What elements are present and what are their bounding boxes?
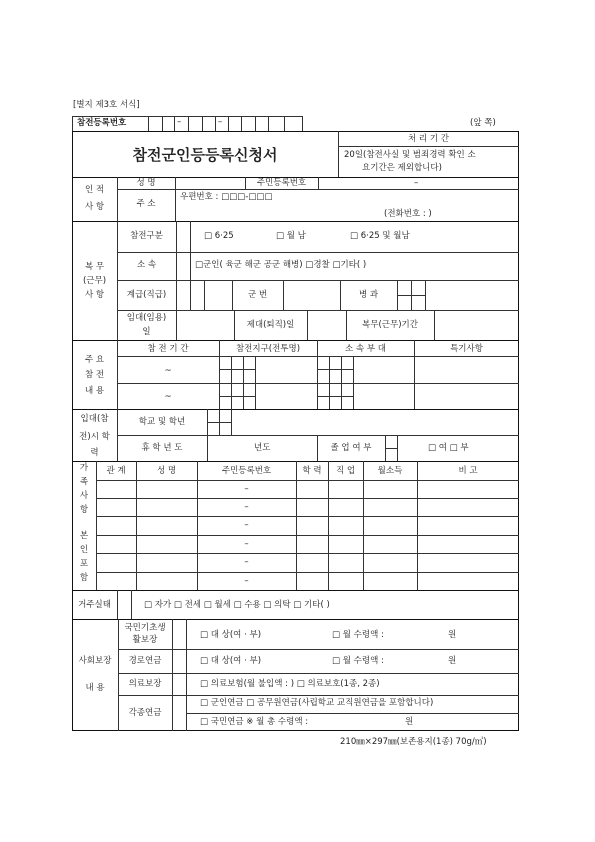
divider	[96, 572, 519, 573]
processing-period-label: 처 리 기 간	[408, 134, 449, 144]
school-grade-label: 학교 및 학년	[138, 417, 186, 427]
divider	[96, 516, 519, 517]
welfare-section-label: 사회보장	[78, 656, 112, 666]
divider	[72, 221, 519, 222]
divider	[268, 116, 269, 131]
combat-header: 소 속 부 대	[345, 344, 386, 354]
reg-dash: –	[218, 117, 223, 127]
divider	[186, 619, 187, 731]
school-section-label: 전)시 학	[79, 432, 110, 442]
personal-section-label: 사 항	[84, 202, 105, 212]
combat-section-label: 내 용	[84, 386, 105, 396]
pension-label: 각종연금	[128, 708, 162, 718]
divider	[284, 116, 285, 131]
basic-living-label: 활보장	[132, 635, 158, 645]
personal-section-label: 인 적	[84, 185, 105, 195]
period-tilde: ~	[164, 392, 172, 402]
currency-won: 원	[448, 656, 457, 666]
address-label: 주 소	[136, 199, 156, 209]
divider	[219, 396, 255, 397]
registration-number-label: 참전등록번호	[77, 118, 127, 128]
divider	[243, 356, 244, 409]
family-section-char: 인	[79, 545, 89, 555]
medical-label: 의료보장	[128, 679, 162, 689]
combat-section-label: 참 전	[84, 370, 105, 380]
currency-won: 원	[448, 630, 457, 640]
military-number-label: 군 번	[247, 290, 268, 300]
family-header: 직 업	[335, 466, 356, 476]
basic-living-amount[interactable]: □ 월 수령액 :	[332, 630, 384, 640]
divider	[425, 280, 426, 310]
divider	[72, 590, 519, 591]
combat-header: 참 전 기 간	[147, 344, 189, 354]
divider	[96, 498, 519, 499]
divider	[307, 310, 308, 340]
divider	[338, 146, 519, 147]
welfare-section-label: 내 용	[85, 683, 105, 693]
divider	[207, 422, 231, 423]
divider	[72, 619, 519, 620]
divider	[118, 673, 519, 674]
divider	[117, 310, 519, 311]
divider	[172, 619, 173, 731]
elderly-pension-amount[interactable]: □ 월 수령액 :	[332, 656, 384, 666]
service-type-option[interactable]: □ 6·25	[204, 231, 234, 241]
divider	[175, 177, 176, 221]
divider	[190, 221, 191, 252]
family-rrn-dash: –	[244, 502, 249, 512]
divider	[317, 369, 353, 370]
family-section-char: 가	[79, 463, 89, 473]
page-side: (앞 쪽)	[470, 118, 496, 128]
rrn-label: 주민등록번호	[256, 178, 307, 188]
divider	[117, 280, 519, 281]
divider	[341, 356, 342, 409]
divider	[215, 116, 216, 131]
service-type-option[interactable]: □ 6·25 및 월남	[350, 231, 410, 241]
service-period-label: 복무(근무)기간	[362, 320, 418, 330]
divider	[96, 480, 519, 481]
divider	[118, 649, 519, 650]
basic-living-label: 국민기초생	[124, 623, 166, 633]
school-section-label: 력	[90, 448, 99, 458]
divider	[117, 252, 519, 253]
family-rrn-dash: –	[244, 484, 249, 494]
divider	[385, 448, 397, 449]
divider	[96, 535, 519, 536]
family-section-char: 함	[79, 573, 89, 583]
leave-year-label: 휴 학 년 도	[141, 443, 183, 453]
divider	[131, 590, 132, 619]
divider	[255, 116, 256, 131]
family-section-char: 사	[79, 491, 89, 501]
family-rrn-dash: –	[244, 576, 249, 586]
family-section-char: 항	[79, 505, 89, 515]
divider	[117, 383, 519, 384]
housing-options[interactable]: □ 자가 □ 전세 □ 월세 □ 수용 □ 의탁 □ 기타( )	[144, 600, 330, 610]
divider	[202, 116, 203, 131]
year-label: 년도	[254, 443, 271, 453]
period-tilde: ~	[164, 366, 172, 376]
enlist-date-label: 일	[142, 327, 151, 337]
family-section-char: 포	[79, 559, 89, 569]
combat-section-label: 주 요	[84, 355, 105, 365]
divider	[117, 435, 519, 436]
family-header: 성 명	[156, 466, 177, 476]
divider	[72, 409, 519, 410]
divider	[117, 590, 118, 619]
divider	[162, 116, 163, 131]
combat-header: 특기사항	[450, 344, 483, 354]
housing-label: 거주실태	[78, 600, 111, 610]
enlist-date-label: 임대(임용)	[126, 313, 167, 323]
elderly-pension-target[interactable]: □ 대 상(여 · 부)	[200, 656, 262, 666]
processing-period-line2: 요기간은 제외합니다)	[362, 163, 442, 173]
divider	[190, 280, 191, 310]
family-header: 학 력	[302, 466, 322, 476]
family-header: 주민등록번호	[221, 466, 272, 476]
service-section-label: (근무)	[82, 276, 107, 286]
divider	[207, 409, 208, 461]
divider	[353, 356, 354, 409]
graduation-options[interactable]: □ 여 □ 부	[428, 443, 469, 453]
divider	[96, 553, 519, 554]
elderly-pension-label: 경로연금	[128, 656, 162, 666]
divider	[283, 280, 284, 310]
divider	[228, 116, 229, 131]
pension-options[interactable]: □ 군인연금 □ 공무원연금(사립학교 교직원연금을 포함합니다)	[200, 698, 434, 708]
rank-label: 계급(직급)	[126, 290, 167, 300]
divider	[117, 189, 519, 190]
family-section-char: 족	[79, 477, 89, 487]
family-header: 비 고	[458, 466, 478, 476]
divider	[148, 116, 149, 131]
divider	[329, 356, 330, 409]
form-number: [별지 제3호 서식]	[73, 100, 140, 110]
family-section-char: 본	[79, 531, 89, 541]
pension-options[interactable]: □ 국민연금 ※ 월 총 수령액 :	[200, 717, 309, 727]
family-header: 월소득	[377, 466, 403, 476]
divider	[190, 252, 191, 280]
family-rrn-dash: –	[244, 520, 249, 530]
divider	[255, 356, 256, 409]
divider	[174, 116, 175, 131]
divider	[117, 356, 519, 357]
reg-dash: –	[177, 117, 182, 127]
divider	[434, 310, 435, 340]
divider	[397, 295, 425, 296]
school-section-label: 입대(참	[80, 414, 109, 424]
affiliation-options[interactable]: □군인( 육군 해군 공군 해병) □경찰 □기타( )	[195, 260, 367, 270]
paper-size-note: 210㎜×297㎜(보존용지(1종) 70g/㎡)	[340, 737, 487, 747]
currency-won: 원	[405, 717, 414, 727]
discharge-date-label: 제대(퇴직)일	[246, 320, 295, 330]
family-rrn-dash: –	[244, 539, 249, 549]
processing-period-line1: 20일(참전사실 및 범죄경력 확인 소	[344, 150, 476, 160]
divider	[204, 280, 205, 310]
divider	[219, 369, 255, 370]
rrn-dash: –	[414, 178, 419, 188]
divider	[72, 340, 519, 341]
divider	[118, 695, 519, 696]
postal-code: 우편번호 : □□□-□□□	[180, 192, 273, 202]
divider	[397, 435, 398, 461]
combat-header: 참전지구(전투명)	[235, 344, 301, 354]
divider	[188, 116, 189, 131]
graduation-label: 졸 업 여 부	[330, 443, 372, 453]
branch-label: 병 과	[358, 290, 379, 300]
affiliation-label: 소 속	[136, 260, 157, 270]
family-rrn-dash: –	[244, 557, 249, 567]
family-header: 관 계	[106, 466, 126, 476]
service-section-label: 복 무	[84, 262, 105, 272]
divider	[231, 356, 232, 409]
service-type-label: 참전구분	[130, 231, 163, 241]
phone-number: (전화번호 : )	[384, 209, 432, 219]
basic-living-target[interactable]: □ 대 상(여 · 부)	[200, 630, 262, 640]
medical-options[interactable]: □ 의료보험(월 불입액 : ) □ 의료보호(1종, 2종)	[200, 679, 380, 689]
divider	[317, 396, 353, 397]
divider	[231, 409, 232, 435]
divider	[318, 177, 319, 189]
service-section-label: 사 항	[84, 290, 105, 300]
service-type-option[interactable]: □ 월 남	[276, 231, 306, 241]
divider	[241, 116, 242, 131]
form-title: 참전군인등등록신청서	[132, 146, 278, 164]
name-label: 성 명	[136, 178, 156, 188]
divider	[186, 713, 519, 714]
